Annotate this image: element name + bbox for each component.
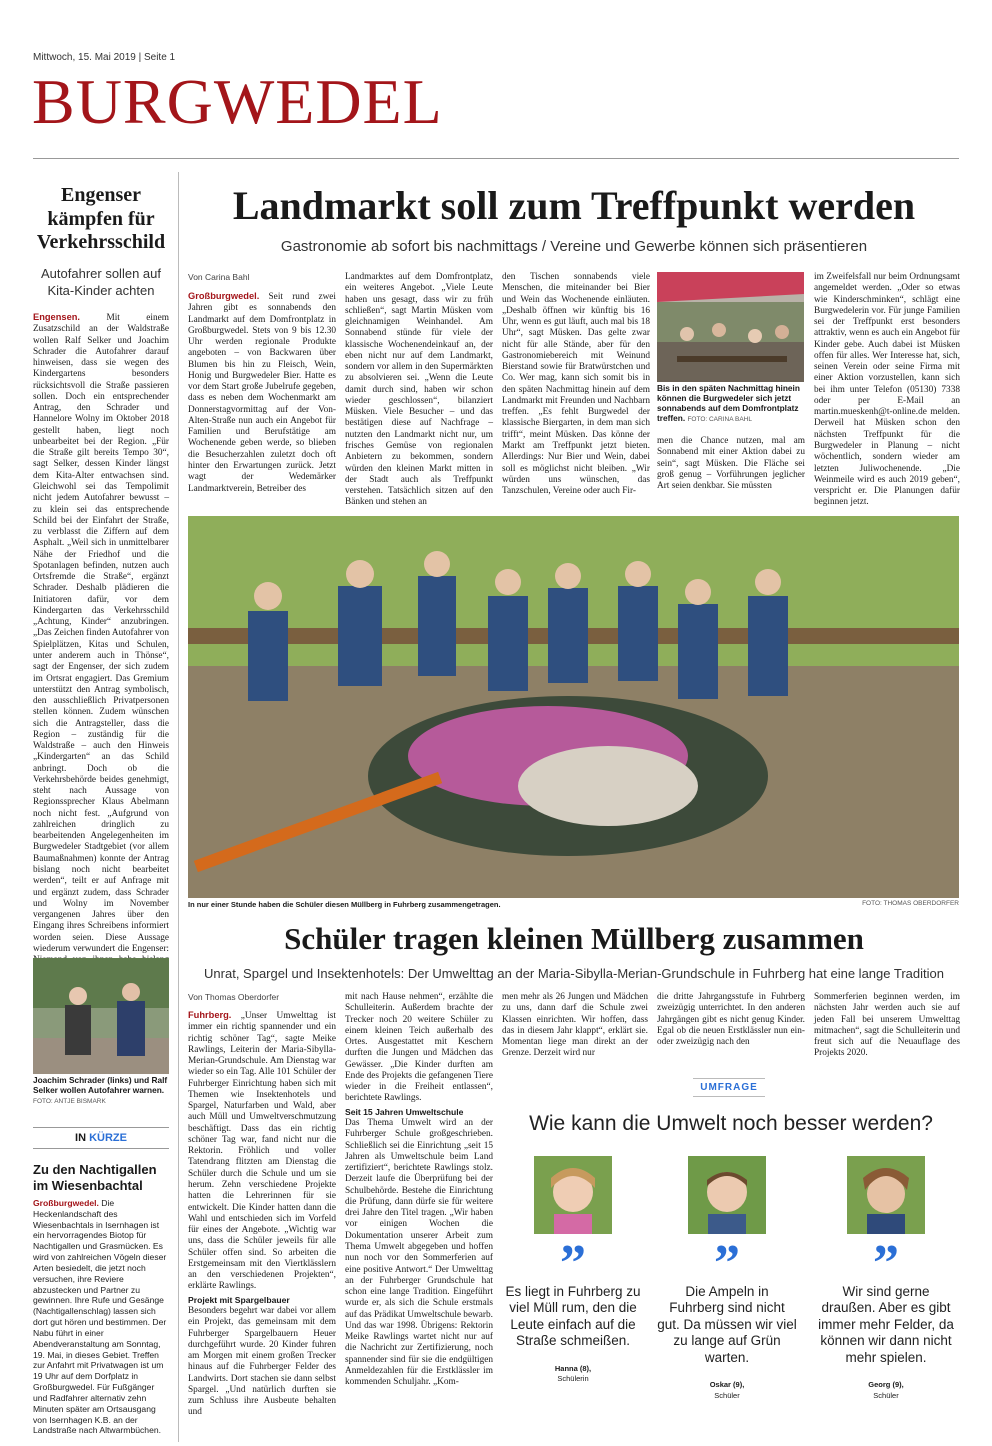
main-photo-credit: FOTO: THOMAS OBERDORFER <box>862 900 959 907</box>
article2-subheading2: Seit 15 Jahren Umweltschule <box>345 1106 464 1117</box>
article1-byline: Von Carina Bahl <box>188 272 250 282</box>
article2-col1-text: „Unser Umwelttag ist immer ein richtig spannender und ein richtig schöner Tag“, sagte Meike Rawlings, Leiterin der Maria-Sibylla-Merian-Grundschule. Am Dienstag war wieder so ein Tag. Alle 101 Schüler der Fuhrberger Einrichtung haben sich mit Themen wie Insektenhotels und Spargel, Naturfarben und Wald, aber auch Müll und Umweltverschmutzung beschäftigt. Dass das ein richtig schöner Tag war, fand nicht nur die Rektorin. Fröhlich und voller Tatendrang flitzten am Dienstag die Schüler durch die Schule und um sie herum. Zehn verschiedene Projekte hatten die Lehrerinnen für sie entwickelt. Die Kinder hatten dann die Wahl und entschieden sich im Vorfeld für eines der Angebote. „Wichtig war uns, dass die Schüler jeweils für alle Schüler offen sind. So arbeiten die Erstgemeinsam mit den Viertklässlern an den verschiedenen Projekten“, erklärte Rawlings. <box>188 1011 337 1292</box>
sidebar-caption-text: Joachim Schrader (links) und Ralf Selker wollen Autofahrer warnen. <box>33 1075 168 1095</box>
quote-author <box>816 1380 956 1401</box>
article2-headline: Schüler tragen kleinen Müllberg zusammen <box>284 921 864 956</box>
quote-text: Es liegt in Fuhrberg zu viel Müll rum, den die Leute einfach auf die Straße schmeißen. <box>505 1284 641 1349</box>
main-photo-caption <box>188 900 959 909</box>
umfrage-entry-1 <box>503 1156 643 1385</box>
sidebar-photo-credit: FOTO: ANTJE BISMARK <box>33 1097 106 1105</box>
article2-col3: men mehr als 26 Jungen und Mädchen zu uns, dann darf die Schule zwei Klassen einrichten. Wir hoffen, dass das in diesem Jahr klappt“, erklärt sie. Momentan liege man direkt an der Grenze. Derzeit wird nur <box>502 992 648 1059</box>
sidebar-body-text: Mit einem Zusatzschild an der Waldstraße wollen Ralf Selker und Joachim Schrader die Autofahrer darauf hinweisen, dass sie wegen des Kindergartens besonders rücksichtsvoll die Straße passieren sollen. Doch ein entsprechender Antrag, den Schrader und Hannelore Wolny im Oktober 2018 gestellt haben, liegt noch unbearbeitet bei der Region. „Für die Straße gilt bereits Tempo 30“, sagt Selker, dessen Kinder längst dem Kita-Alter entwachsen sind. Gleichwohl sei das Tempolimit nicht jedem Autofahrer bewusst – zu klein sei das entsprechende Schild bei der Einfahrt der Straße, zu verblasst die Ziffern auf dem Asphalt. „Weil sich in unmittelbarer Nähe der Friedhof und die Spotanlagen befinden, nutzen auch Ortsfremde die Straße“, ergänzt Schrader. Deshalb plädieren die Initiatoren dafür, vor dem Kindergarten das Verkehrsschild „Achtung, Kinder“ anzubringen. „Das Zeichen finden Autofahrer von Spielplätzen, Kitas und Schulen, unter anderem auch in Thönse“, sagt der Engenser, der sich zudem im Ortsrat engagiert. Das Gremium unterstützt den Antrag symbolisch, den ausschließlich Privatpersonen stellen können. Zudem wünschen sich die Antragsteller, dass die Region – zuständig für die Waldstraße – auch den Hinweis „Kindergarten“ an das Schild anbringt. Doch ob die Verkehrsbehörde beides genehmigt, steht nach Aussage von Regionssprecher Klaus Abelmann noch nicht fest. „Aufgrund von zahlreichen dringlich zu bearbeitenden Angelegenheiten im Burgwedeler Stadtgebiet (vor allem Baumaßnahmen) konnte der Antrag bislang noch nicht bearbeitet werden“, teilt er auf Anfrage mit und ergänzt zudem, dass Schrader und Wolny im November vergangenen Jahres über den Eingang ihres Schreibens informiert worden seien. Diese Aussage wiederum verwundert die Engenser: <box>33 313 169 954</box>
quote-role: Schüler <box>714 1390 740 1400</box>
sidebar-headline: Engenser kämpfen für Verkehrsschild <box>36 184 166 254</box>
portrait-georg <box>847 1156 925 1234</box>
sidebar-divider <box>178 172 179 1442</box>
article2-col1 <box>188 1010 336 1440</box>
in-kurze-kurze: KÜRZE <box>89 1132 127 1144</box>
quote-name: Oskar (9), <box>709 1380 745 1390</box>
article2-byline: Von Thomas Oberdorfer <box>188 992 280 1002</box>
article1-col1 <box>188 291 337 494</box>
in-kurze-label <box>33 1127 169 1149</box>
sidebar-subhead: Autofahrer sollen auf Kita-Kinder achten <box>41 266 161 298</box>
article2-col2-text: mit nach Hause nehmen“, erzählte die Schulleiterin. Außerdem brachte der Trecker noch 20 weitere Schüler zu einem kleinen Teich außerhalb des Ortes. Ausgestattet mit Keschern durften die Jungen und Mädchen das Gewässer. „Die Kinder durften am Ende des Projekts die gefangenen Tiere wieder in die Freiheit entlassen“, berichtete Rawlings. <box>345 992 493 1104</box>
article2-col1b-text: Besonders begehrt war dabei vor allem ein Projekt, das gemeinsam mit dem Fuhrberger Spargelbauern Heuer durchgeführt wurde. 20 Kinder fuhren am Morgen mit einem großen Trecker hinaus auf die Fuhrberger Felder des Landwirts. Dort stachen sie dann selbst Spargel. „Und natürlich durften sie zum Schluss ihre Ausbeute behalten und <box>188 1306 336 1418</box>
article2-col2b-text: Das Thema Umwelt wird an der Fuhrberger Schule großgeschrieben. Schließlich sei die Einrichtung „seit 15 Jahren als Umweltschule beim Land zertifiziert“, berichtete Rawlings stolz. Derzeit laufe die Überprüfung bei der Schulbehörde. Bestehe die Einrichtung die Prüfung, dann dürfe sie für weitere drei Jahre den Titel tragen. „Wir haben vor einigen Wochen die Dokumentation unserer Arbeit zum Thema Umwelt abgegeben und hoffen nun noch vor den Sommerferien auf eine positive Antwort.“ Der Umwelttag an der Fuhrberger Grundschule hat schon eine lange Tradition. Eingeführt wurde er, als sich die Schule erstmals auf das Prädikat Umweltschule bewarb. Und das war 1998. Übrigens: Rektorin Meike Rawlings wartet nicht nur auf die Nachricht zur Zertifizierung, noch spannender sind für sie die endgültigen Anmeldezahlen für die Erstklässler im kommenden Schuljahr. „Kom- <box>345 1118 493 1388</box>
quote-name: Hanna (8), <box>554 1363 592 1373</box>
market-photo-caption <box>657 384 804 424</box>
article2-col5: Sommerferien beginnen werden, im nächsten Jahr werden auch sie auf jeden Fall bei unserem Umwelttag mitmachen“, sagt die Schulleiterin und freut sich auf die Neuauflage des Projekts 2020. <box>814 992 960 1059</box>
article1-subhead: Gastronomie ab sofort bis nachmittags / Vereine und Gewerbe können sich präsentieren <box>280 238 868 255</box>
umfrage-label: UMFRAGE <box>693 1078 765 1097</box>
article2-col4: die dritte Jahrgangsstufe in Fuhrberg zweizügig unterrichtet. In den anderen Jahrgängen gibt es nicht genug Kinder. Egal ob die neuen Erstklässler nun ein- oder zweizügig nach den <box>657 992 805 1048</box>
market-caption-text: Bis in den späten Nachmittag hinein können die Burgwedeler sich jetzt sonnabends auf dem Domfrontplatz treffen. <box>657 383 800 423</box>
market-photo <box>657 272 804 382</box>
sidebar-photo <box>33 958 169 1074</box>
quote-role: Schüler <box>873 1390 899 1400</box>
main-caption-text: In nur einer Stunde haben die Schüler diesen Müllberg in Fuhrberg zusammengetragen. <box>188 900 501 909</box>
quote-text: Die Ampeln in Fuhrberg sind nicht gut. Da müssen wir viel zu lange auf Grün warten. <box>657 1284 797 1365</box>
article1-location: Großburgwedel. <box>188 291 260 301</box>
kurz-location: Großburgwedel. <box>33 1198 99 1208</box>
umfrage-entry-3 <box>816 1156 956 1401</box>
quote-author <box>503 1364 643 1385</box>
main-photo <box>188 516 959 898</box>
quote-icon: ” <box>873 1235 899 1292</box>
quote-icon: ” <box>714 1235 740 1292</box>
kurz-body-text: Die Heckenlandschaft des Wiesenbachtals in Isernhagen ist ein hervorragendes Biotop für Nachtigallen und Grasmücken. Es wird von zahlreichen Vögeln dieser Arten besiedelt, die jetzt noch versuchen, ihre Reviere abzustecken und Partner zu gewinnen. Ihre Rufe und Gesänge (Nachtigallenschlag) lassen sich dort gut hören und bestimmen. Der Nabu führt in einer Abendveranstaltung am Sonntag, 19. Mai, in dieses Gebiet. Treffen zur Anfahrt mit Privatwagen ist um 19 Uhr auf dem Dorfplatz in Großburgwedel. Für Fußgänger und Radfahrer alternativ zehn Minuten später am Ortsausgang von Isernhagen K.B. an der Landstraße nach Altwarmbüchen. <box>33 1198 167 1436</box>
quote-role: Schülerin <box>557 1374 589 1384</box>
quote-author <box>657 1380 797 1401</box>
article1-col2: Landmarktes auf dem Domfrontplatz, ein weiteres Angebot. „Viele Leute haben uns gesagt, dass wir zu früh schließen“, sagt Martin Müsken vom gleichnamigen Weinhandel. Am Sonnabend stünde für viele der klassische Wochenendeinkauf an, der eben nicht nur auf dem Landmarkt, sondern vor allem in den Supermärkten zu absolvieren sei. „Wenn die Leute damit durch sind, haben wir schon wieder geschlossen“, bilanziert Müsken. Viele Besucher – und das bestätigen diese auf Nachfrage – nutzten den Landmarkt nicht nur, um frisches Gemüse von regionalen Anbietern zu bekommen, sondern würden den kleinen Markt mitten in der Stadt auch als Treffpunkt verstehen. Tatsächlich sitzen auf den Bänken und stehen an <box>345 272 493 508</box>
masthead: BURGWEDEL <box>32 66 443 137</box>
dateline: Mittwoch, 15. Mai 2019 | Seite 1 <box>33 52 176 63</box>
kurz-body <box>33 1198 169 1436</box>
umfrage-entry-2 <box>657 1156 797 1401</box>
kurz-headline: Zu den Nachtigallen im Wiesenbachtal <box>33 1162 157 1193</box>
article1-col3: den Tischen sonnabends viele Menschen, die miteinander bei Bier und Wein das Wochenende einläuten. „Deshalb öffnen wir künftig bis 16 Uhr, wenn es gut läuft, auch mal bis 18 Uhr“, sagt Müsken. Das gelte zwar nicht für alle Stände, aber für den Gastronomiebereich mit Weinund Bierstand sowie für Bratwürstchen und Co. Wer mag, kann sich somit bis in den späten Nachmittag hinein auf dem Landmarkt mit Freunden und Nachbarn treffen. „Es fehlt Burgwedel der klassische Biergarten, in dem man sich trifft“, meint Müsken. Das könne der Markt am Treffpunkt jetzt bieten. Allerdings: Nur Bier und Wein, dabei soll es möglichst nicht bleiben. „Wir würden uns wünschen, das Tanzschulen, Vereine oder auch Fir- <box>502 272 650 497</box>
article1-col4: men die Chance nutzen, mal am Sonnabend mit einer Aktion dabei zu sein“, sagt Müsken. Die Fläche sei groß genug – Vorführungen jeglicher Art seien denkbar. Sie müssten <box>657 436 805 492</box>
quote-text: Wir sind gerne draußen. Aber es gibt immer mehr Felder, da können wir dann nicht mehr spielen. <box>818 1284 954 1365</box>
umfrage-question: Wie kann die Umwelt noch besser werden? <box>529 1112 933 1135</box>
sidebar-photo-caption <box>33 1076 169 1106</box>
article1-headline: Landmarkt soll zum Treffpunkt werden <box>232 183 916 228</box>
sidebar-article-body <box>33 312 169 989</box>
header-rule <box>33 158 959 159</box>
quote-name: Georg (9), <box>868 1380 904 1390</box>
in-kurze-in: IN <box>75 1132 87 1144</box>
article1-col1-text: Seit rund zwei Jahren gibt es sonnabends den Landmarkt auf dem Domfrontplatz in Großburgwedel. Stets von 9 bis 12.30 Uhr werden regionale Produkte angeboten – von Backwaren über Blumen bis hin zu Fleisch, Wein, Honig und Burgwedeler Bier. Hatte es vor dem Start große Jubelrufe gegeben, dass es neben dem Wochenmarkt am Donnerstagvormittag auf der Von-Alten-Straße nun auch ein Angebot für Familien und Berufstätige am Wochenende geben werde, so blieben die Besucherzahlen zuletzt doch oft hinter den Erwartungen zurück. Jetzt wagt der Wedemärker Landmarktverein, Betreiber des <box>188 292 337 494</box>
article2-subheading1: Projekt mit Spargelbauer <box>188 1294 290 1305</box>
portrait-hanna <box>534 1156 612 1234</box>
portrait-oskar <box>688 1156 766 1234</box>
article2-col2 <box>345 992 493 1440</box>
market-photo-credit: FOTO: CARINA BAHL <box>687 415 752 423</box>
quote-icon: ” <box>560 1235 586 1292</box>
article2-location: Fuhrberg. <box>188 1010 232 1020</box>
article2-subhead: Unrat, Spargel und Insektenhotels: Der Umwelttag an der Maria-Sibylla-Merian-Grundschule in Fuhrberg hat eine lange Tradition <box>204 966 944 981</box>
sidebar-location: Engensen. <box>33 312 81 322</box>
article1-col5: im Zweifelsfall nur beim Ordnungsamt angemeldet werden. „Oder so etwas wie Kinderschminken“, schlägt eine Burgwedelerin vor. Für junge Familien sei der Treffpunkt erst besonders attraktiv, wenn es auch ein Angebot für Kinder gebe. Auch dabei ist Müsken offen für alles. Wer Interesse hat, sich, seinen Verein oder seine Firma mit einer Aktion vorzustellen, kann sich bei ihm unter Telefon (05130) 7338 oder per E-Mail an martin.mueskenh@t-online.de melden. Derweil hat Müsken schon den nächsten Treffpunkt für die Burgwedeler in Planung – nicht wöchentlich, sondern wieder am letzten Juliwochenende. „Die Weinmeile wird es auch 2019 geben“, verspricht er. Die Planungen dafür beginnen jetzt. <box>814 272 960 508</box>
